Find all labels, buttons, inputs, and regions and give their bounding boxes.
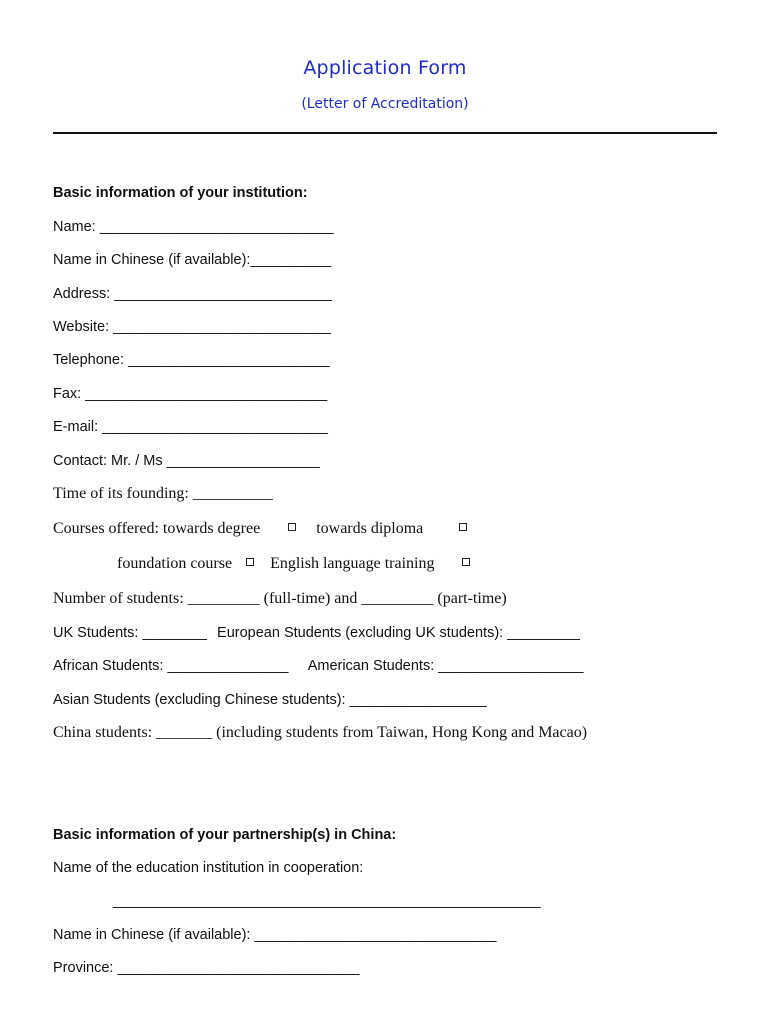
- diploma-checkbox[interactable]: [459, 523, 467, 531]
- fax-field: Fax: ______________________________: [53, 386, 328, 402]
- uk-european-row: [53, 624, 580, 642]
- degree-checkbox[interactable]: [288, 523, 296, 531]
- partner-name-chinese-field: Name in Chinese (if available): ______________________________: [53, 927, 497, 943]
- institution-heading: Basic information of your institution:: [53, 185, 308, 201]
- courses-label: Courses offered: towards degree: [53, 520, 261, 537]
- form-title: Application Form: [303, 57, 467, 79]
- english-training-checkbox[interactable]: [462, 558, 470, 566]
- china-students-field: China students: _______ (including students from Taiwan, Hong Kong and Macao): [53, 724, 588, 741]
- name-chinese-field: Name in Chinese (if available):__________: [53, 252, 332, 268]
- african-american-row: [53, 657, 583, 675]
- address-field: Address: ___________________________: [53, 286, 332, 302]
- partnership-heading: Basic information of your partnership(s) in China:: [53, 827, 397, 843]
- english-training-label: English language training: [270, 555, 435, 572]
- founding-field: Time of its founding: __________: [53, 485, 273, 502]
- courses-row-2: [117, 555, 470, 573]
- uk-students-field: UK Students: ________: [53, 625, 207, 641]
- diploma-label: towards diploma: [316, 520, 424, 537]
- email-field: E-mail: ____________________________: [53, 419, 328, 435]
- title-divider: [53, 132, 717, 134]
- name-field: Name: _____________________________: [53, 219, 334, 235]
- foundation-label: foundation course: [117, 555, 233, 572]
- province-field: Province: ______________________________: [53, 960, 360, 976]
- contact-field: Contact: Mr. / Ms ___________________: [53, 453, 320, 469]
- form-subtitle: (Letter of Accreditation): [301, 96, 469, 112]
- european-students-field: European Students (excluding UK students): _________: [217, 625, 580, 641]
- cooperation-line: _____________________________________________________: [113, 893, 541, 909]
- students-number-field: Number of students: _________ (full-time) and _________ (part-time): [53, 590, 507, 607]
- cooperation-label: Name of the education institution in cooperation:: [53, 860, 364, 876]
- courses-row-1: [53, 520, 467, 538]
- website-field: Website: ___________________________: [53, 319, 331, 335]
- asian-students-field: Asian Students (excluding Chinese students): _________________: [53, 692, 487, 708]
- foundation-checkbox[interactable]: [246, 558, 254, 566]
- telephone-field: Telephone: _________________________: [53, 352, 330, 368]
- american-students-field: American Students: __________________: [307, 658, 584, 674]
- african-students-field: African Students: _______________: [53, 658, 289, 674]
